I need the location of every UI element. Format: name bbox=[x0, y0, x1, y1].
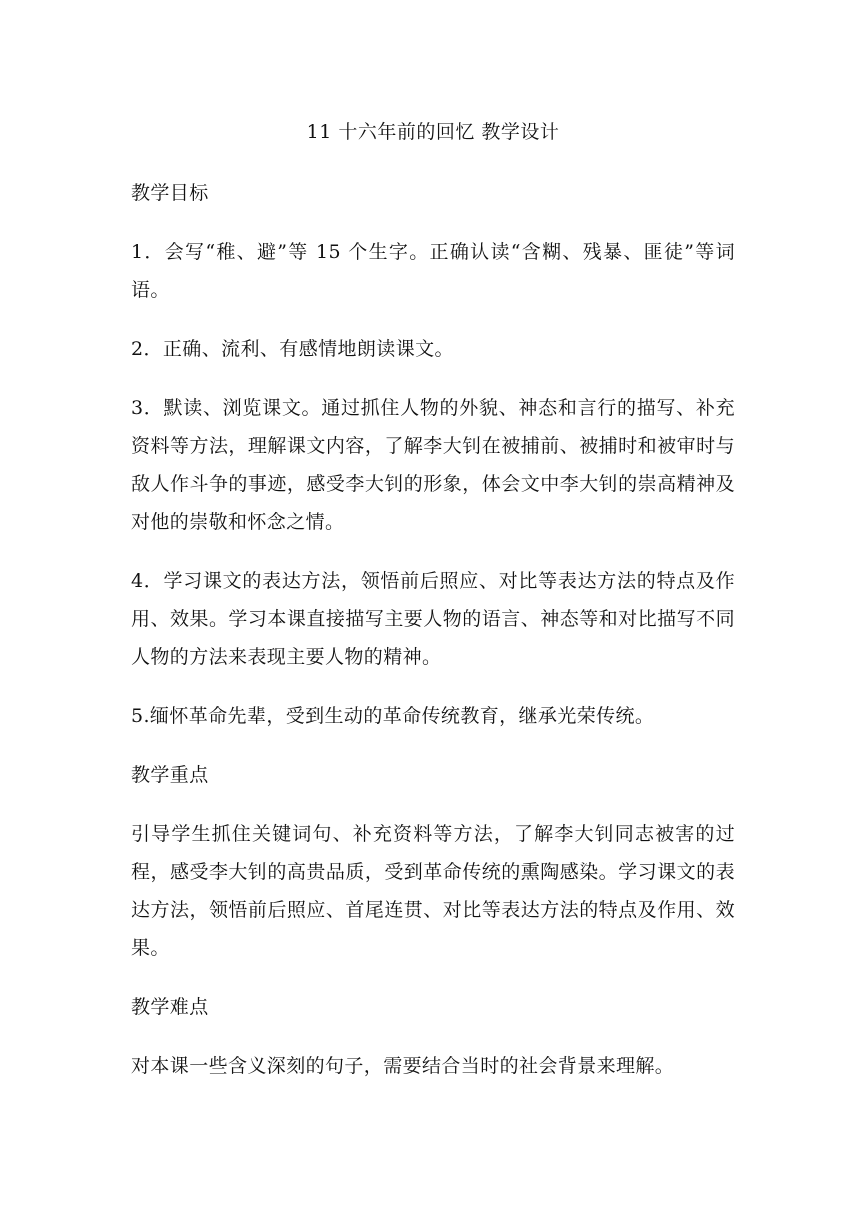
goal-item: 5.缅怀革命先辈，受到生动的革命传统教育，继承光荣传统。 bbox=[131, 705, 655, 727]
goal-item: 1．会写“稚、避”等 15 个生字。正确认读“含糊、残暴、匪徒”等词语。 bbox=[131, 241, 735, 301]
goal-item: 2．正确、流利、有感情地朗读课文。 bbox=[131, 338, 454, 360]
difficulties-text: 对本课一些含义深刻的句子，需要结合当时的社会背景来理解。 bbox=[131, 1055, 675, 1077]
document-title: 11 十六年前的回忆 教学设计 bbox=[306, 121, 560, 143]
goal-item: 4．学习课文的表达方法，领悟前后照应、对比等表达方法的特点及作用、效果。学习本课直接描写主要人物的语言、神态等和对比描写不同人物的方法来表现主要人物的精神。 bbox=[131, 570, 735, 668]
key-points-text: 引导学生抓住关键词句、补充资料等方法，了解李大钊同志被害的过程，感受李大钊的高贵品质，受到革命传统的熏陶感染。学习课文的表达方法，领悟前后照应、首尾连贯、对比等表达方法的特点及作用、效果。 bbox=[131, 823, 735, 959]
goal-item: 3．默读、浏览课文。通过抓住人物的外貌、神态和言行的描写、补充资料等方法，理解课文内容，了解李大钊在被捕前、被捕时和被审时与敌人作斗争的事迹，感受李大钊的形象，体会文中李大钊的崇高精神及对他的崇敬和怀念之情。 bbox=[131, 397, 735, 533]
section-heading-difficulties: 教学难点 bbox=[131, 996, 209, 1018]
document-body bbox=[131, 113, 735, 1106]
section-heading-key-points: 教学重点 bbox=[131, 764, 209, 786]
section-heading-goals: 教学目标 bbox=[131, 182, 209, 204]
